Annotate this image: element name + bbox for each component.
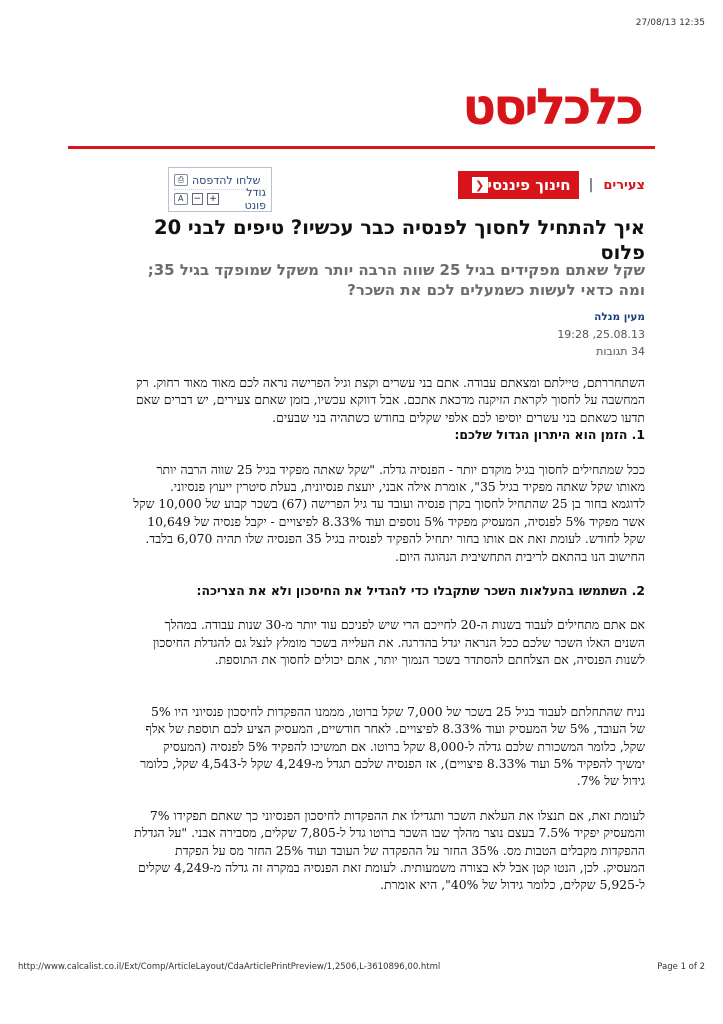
font-decrease-button[interactable]: −	[192, 193, 204, 205]
site-logo[interactable]: כלכליסט	[462, 78, 641, 136]
chevron-left-icon: ❮	[472, 177, 488, 193]
subsection-link[interactable]: צעירים	[603, 177, 645, 193]
heading-2: 2. השתמשו בהעלאות השכר שתקבלו כדי להגדיל את החיסכון ולא את הצריכה:	[196, 583, 645, 599]
paragraph-3: נניח שהתחלתם לעבוד בגיל 25 בשכר של 7,000 שקל ברוטו, מממנו ההפקדות לחיסכון פנסיוני היו 5% של העובד, 5% של המעסיק ועוד 8.33% לפיצויים. לאחר חודשיים, המעסיק הציע לכם תוספת של אלף שקל, כלומר המשכורת שלכם גדלה ל-8,000 שקל ברוטו. אם תמשיכו להפקיד 5% לפנסיה (המעסיק ימשיך להפקיד 5% ועוד 8.33% פיצויים), אז הפנסיה שלכם תגדל מ-4,249 שקל ל-4,543 שקל, כלומר גידול של 7%.	[140, 703, 645, 789]
print-url: http://www.calcalist.co.il/Ext/Comp/ArticleLayout/CdaArticlePrintPreview/1,2506,L-3610896,00.html	[18, 962, 441, 972]
font-size-control	[174, 186, 267, 212]
section-breadcrumb	[458, 170, 645, 200]
printer-icon: ⎙	[174, 174, 188, 186]
font-increase-button[interactable]: +	[207, 193, 219, 205]
paragraph-4: לעומת זאת, אם תנצלו את העלאת השכר ותגדילו את ההפקדות לחיסכון הפנסיוני כך שאתם תפקידו 7% והמעסיק יפקיד 7.5% בעצם נוצר מהלך שבו השכר ברוטו גדל ל-7,805 שקלים, מסבירה אבני. "על הגדלת ההפקדות מקבלים הטבות מס. 35% החזר על ההפקדה של העובד ועוד 25% החזר מס על הפקדת המעסיק. לכן, הנטו קטן אבל לא בצורה משמעותית. לעומת זאת הפנסיה במקרה זה גדלה מ-4,249 שקלים ל-5,925 שקלים, כלומר גידול של 40%", היא אומרת.	[134, 807, 645, 893]
font-size-icon: A	[174, 193, 188, 205]
author-name[interactable]: מעין מנלה	[594, 311, 645, 323]
article-meta	[133, 326, 645, 360]
intro-paragraph: השתחררתם, טיילתם ומצאתם עבודה. אתם בני עשרים וקצת וגיל הפרישה נראה לכם מאוד מאוד רחוק. רק המחשבה על לחסוך לקראת הזיקנה מדכאת אתכם. אבל דווקא עכשיו, בזמן שאתם צעירים, יש דברים שאם תדעו כשאתם בני עשרים יוסיפו לכם אלפי שקלים בחודש כשתהיה בני שבעים.	[135, 375, 645, 425]
breadcrumb-separator: |	[588, 177, 594, 193]
paragraph-1: ככל שמתחילים לחסוך בגיל מוקדם יותר - הפנסיה גדלה. "שקל שאתה מפקיד בגיל 25 שווה הרבה יותר מאותו שקל שאתה מפקיד בגיל 35", אומרת אילה אבני, יועצת פנסיונית, בעלת סיטרין ייעוץ פנסיוני. לדוגמא בחור בן 25 שהתחיל לחסוך בקרן פנסיה ועובד עד גיל הפרישה (67) בשכר קבוע של 10,000 שקל אשר מפקיד 5% לפנסיה, המעסיק מפקיד 5% נוספים ועוד 8.33% לפיצויים - יקבל פנסיה של 10,649 שקל לחודש. לעומת זאת אם אותו בחור יתחיל להפקיד לפנסיה בגיל 35 הפנסיה שלו תהיה 6,070 בלבד. החישוב הנו בהתאם לריבית התחשיבית הנהוגה היום.	[133, 461, 645, 564]
print-datetime: 27/08/13 12:35	[635, 18, 705, 28]
article-body	[133, 374, 645, 911]
article-title: איך להתחיל לחסוך לפנסיה כבר עכשיו? טיפים לבני 20 פלוס	[154, 216, 645, 264]
heading-1: 1. הזמן הוא היתרון הגדול שלכם:	[454, 427, 645, 443]
print-label: שלחו להדפסה	[192, 173, 261, 187]
comments-count[interactable]: 34 תגובות	[596, 345, 645, 358]
page-number: Page 1 of 2	[657, 962, 705, 972]
article-subtitle: שקל שאתם מפקידים בגיל 25 שווה הרבה יותר משקל שמופקד בגיל 35; ומה כדאי לעשות כשמעלים לכם את השכר?	[147, 261, 645, 299]
font-size-label: גודל פונט	[244, 186, 267, 212]
section-name: חינוך פיננסי	[487, 176, 571, 194]
article-tools	[168, 167, 272, 212]
publish-date: 25.08.13, 19:28	[557, 328, 645, 341]
header-divider	[68, 146, 655, 149]
paragraph-2: אם אתם מתחילים לעבוד בשנות ה-20 לחייכם הרי שיש לפניכם עוד יותר מ-30 שנות עבודה. במהלך השנים האלו השכר שלכם ככל הנראה יגדל בהדרגה. את העלייה בשכר מומלץ לנצל גם להגדלת החיסכון לשנות הפנסיה, אם הצלחתם להסתדר בשכר הנמוך יותר, אתם יכולים לחסוך את התוספת.	[153, 617, 645, 668]
section-tag[interactable]	[458, 171, 579, 199]
